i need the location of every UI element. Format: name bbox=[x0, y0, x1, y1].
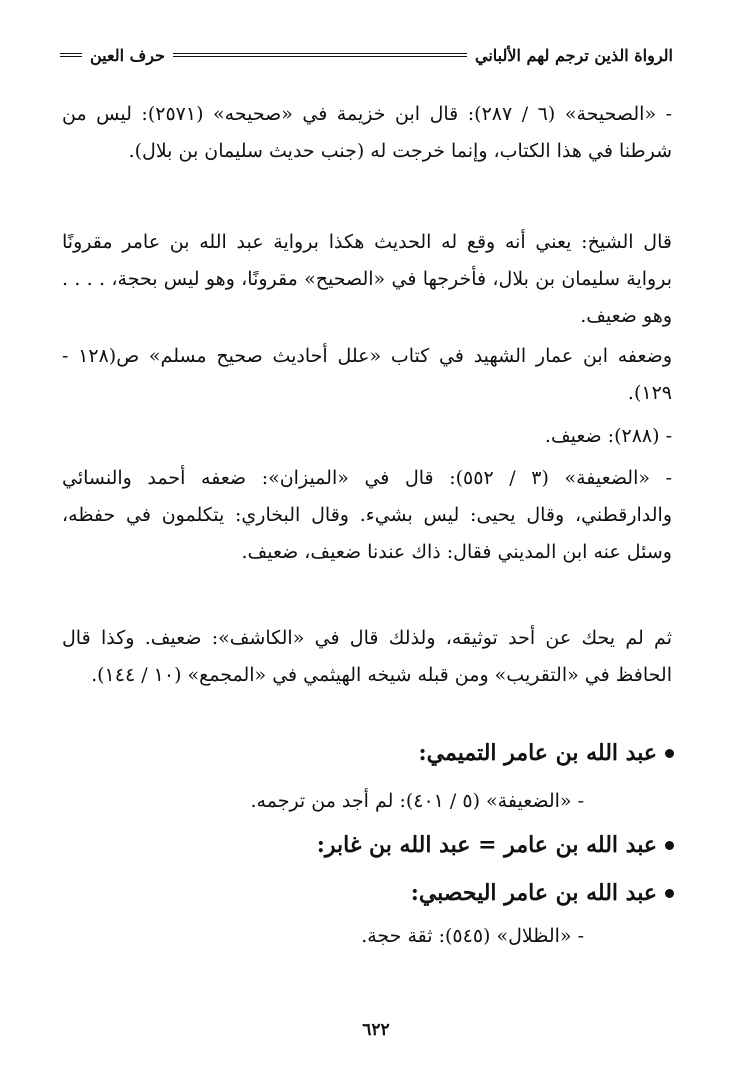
bullet-icon bbox=[665, 841, 674, 850]
paragraph-5: - «الضعيفة» (٣ / ٥٥٢): قال في «الميزان»: ضعفه أحمد والنسائي والدارقطني، وقال يحيى: ليس بشيء. وقال البخاري: يتكلمون في حفظه، وسئل عنه ابن المديني فقال: ذاك عندنا ضعيف، ضعيف. bbox=[62, 467, 672, 563]
bullet-icon bbox=[665, 889, 674, 898]
entry-heading bbox=[419, 740, 674, 766]
entry-note: - «الضعيفة» (٥ / ٤٠١): لم أجد من ترجمه. bbox=[250, 790, 584, 812]
entry-name: عبد الله بن عامر التميمي: bbox=[418, 740, 657, 766]
paragraph-3: وضعفه ابن عمار الشهيد في كتاب «علل أحاديث صحيح مسلم» ص(١٢٨ - ١٢٩). bbox=[62, 345, 672, 404]
bullet-icon bbox=[665, 749, 674, 758]
page-number: ٦٢٢ bbox=[362, 1020, 390, 1040]
entry-note: - «الظلال» (٥٤٥): ثقة حجة. bbox=[361, 925, 584, 947]
section-title: حرف العين bbox=[90, 45, 165, 65]
book-title: الرواة الذين ترجم لهم الألباني bbox=[475, 45, 673, 65]
header-rule bbox=[173, 53, 467, 57]
paragraph-6: ثم لم يحك عن أحد توثيقه، ولذلك قال في «الكاشف»: ضعيف. وكذا قال الحافظ في «التقريب» ومن قبله شيخه الهيثمي في «المجمع» (١٠ / ١٤٤). bbox=[62, 627, 672, 686]
entry-heading bbox=[317, 832, 674, 858]
entry-name: عبد الله بن عامر = عبد الله بن غابر: bbox=[316, 832, 657, 858]
running-header bbox=[60, 38, 673, 72]
paragraph-1: - «الصحيحة» (٦ / ٢٨٧): قال ابن خزيمة في «صحيحه» (٢٥٧١): ليس من شرطنا في هذا الكتاب، وإنما خرجت له (جنب حديث سليمان بن بلال). bbox=[62, 103, 673, 162]
header-rule-end bbox=[60, 53, 82, 57]
paragraph-2: قال الشيخ: يعني أنه وقع له الحديث هكذا برواية عبد الله بن عامر مقرونًا برواية سليمان بن بلال، فأخرجها في «الصحيح» مقرونًا، وهو ليس بحجة، . . . . وهو ضعيف. bbox=[62, 231, 672, 327]
entry-heading bbox=[411, 880, 674, 906]
entry-name: عبد الله بن عامر اليحصبي: bbox=[410, 880, 657, 906]
paragraph-4: - (٢٨٨): ضعيف. bbox=[544, 425, 672, 447]
